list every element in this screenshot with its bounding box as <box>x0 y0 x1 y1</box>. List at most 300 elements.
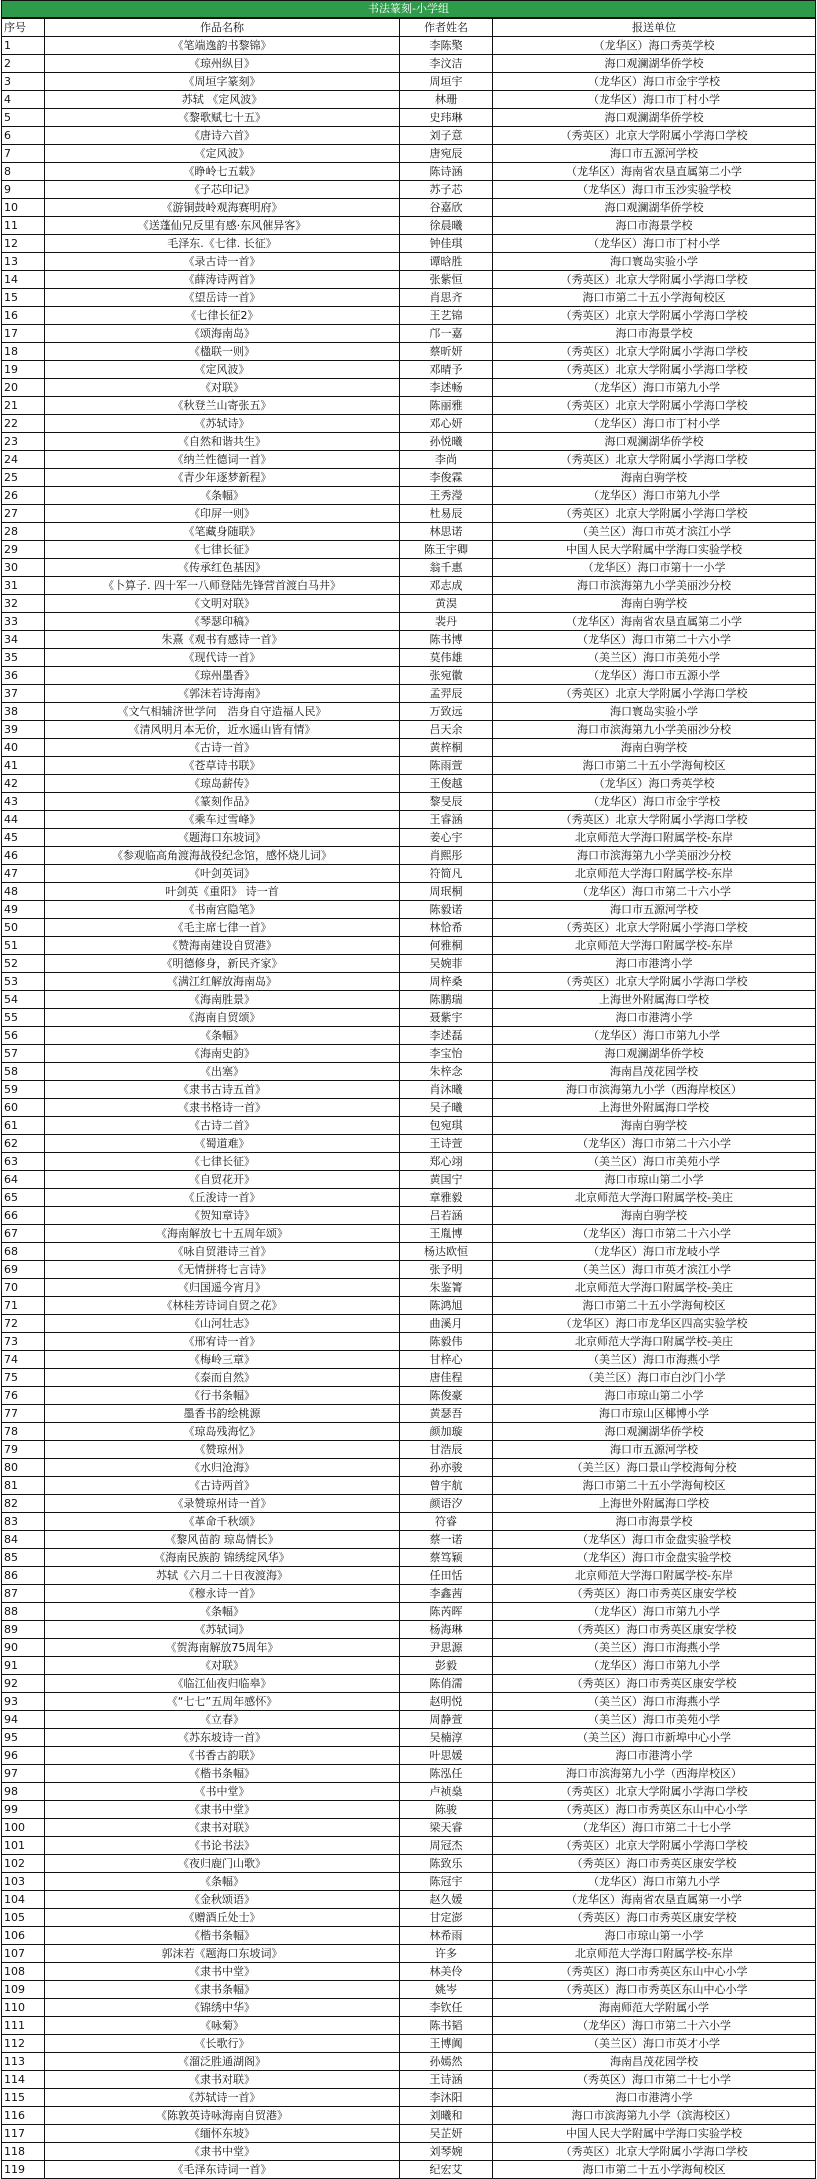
cell-author: 邓心妍 <box>400 415 493 433</box>
cell-no: 113 <box>2 2053 45 2071</box>
cell-no: 103 <box>2 1873 45 1891</box>
cell-school: 中国人民大学附属中学海口实验学校 <box>493 541 816 559</box>
table-row <box>2 2125 816 2143</box>
cell-work: 《书香古韵联》 <box>45 1747 400 1765</box>
table-row <box>2 1099 816 1117</box>
cell-school: （龙华区）海口市第二十六小学 <box>493 631 816 649</box>
cell-work: 《锦绣中华》 <box>45 1999 400 2017</box>
cell-work: 《楹联一则》 <box>45 343 400 361</box>
cell-school: （龙华区）海口秀英学校 <box>493 37 816 55</box>
cell-author: 周静萱 <box>400 1711 493 1729</box>
cell-no: 39 <box>2 721 45 739</box>
cell-school: 海口市滨海第九小学（滨海校区） <box>493 2107 816 2125</box>
table-row <box>2 1945 816 1963</box>
cell-school: 海口市琼山第二小学 <box>493 1171 816 1189</box>
table-row <box>2 469 816 487</box>
table-row <box>2 1837 816 1855</box>
cell-work: 《周垣字篆刻》 <box>45 73 400 91</box>
cell-no: 90 <box>2 1639 45 1657</box>
cell-no: 17 <box>2 325 45 343</box>
cell-school: 海南白驹学校 <box>493 595 816 613</box>
table-row <box>2 1297 816 1315</box>
cell-school: （龙华区）海口市第九小学 <box>493 487 816 505</box>
cell-author: 苏子芯 <box>400 181 493 199</box>
table-row <box>2 721 816 739</box>
results-table <box>1 18 816 2179</box>
cell-work: 《唐诗六首》 <box>45 127 400 145</box>
cell-work: 《咏菊》 <box>45 2017 400 2035</box>
table-row <box>2 343 816 361</box>
cell-author: 李宝怡 <box>400 1045 493 1063</box>
table-row <box>2 37 816 55</box>
cell-school: （秀英区）北京大学附属小学海口学校 <box>493 307 816 325</box>
cell-no: 53 <box>2 973 45 991</box>
cell-work: 《题海口东坡词》 <box>45 829 400 847</box>
cell-work: 《毛主席七律一首》 <box>45 919 400 937</box>
cell-school: （龙华区）海口市第二十六小学 <box>493 1225 816 1243</box>
cell-work: 《穆永诗一首》 <box>45 1585 400 1603</box>
cell-no: 2 <box>2 55 45 73</box>
cell-no: 35 <box>2 649 45 667</box>
cell-author: 吴子曦 <box>400 1099 493 1117</box>
cell-no: 45 <box>2 829 45 847</box>
table-row <box>2 1405 816 1423</box>
cell-work: 《颂海南岛》 <box>45 325 400 343</box>
cell-author: 王艺锦 <box>400 307 493 325</box>
cell-school: 海口市第二十五小学海甸校区 <box>493 757 816 775</box>
cell-author: 杨达欧恒 <box>400 1243 493 1261</box>
cell-author: 陈雨萱 <box>400 757 493 775</box>
table-row <box>2 1513 816 1531</box>
cell-school: 海南白驹学校 <box>493 469 816 487</box>
cell-no: 102 <box>2 1855 45 1873</box>
cell-work: 《长歌行》 <box>45 2035 400 2053</box>
cell-no: 117 <box>2 2125 45 2143</box>
table-row <box>2 757 816 775</box>
cell-work: 《古诗一首》 <box>45 739 400 757</box>
cell-work: 《归国遥今宵月》 <box>45 1279 400 1297</box>
cell-school: （秀英区）海口市秀英区康安学校 <box>493 1909 816 1927</box>
cell-work: 《楷书条幅》 <box>45 1765 400 1783</box>
cell-work: 《秋登兰山寄张五》 <box>45 397 400 415</box>
cell-school: （美兰区）海口市英才滨江小学 <box>493 523 816 541</box>
cell-work: 《送蓬仙兄反里有感·东风催异客》 <box>45 217 400 235</box>
cell-school: 海口市五源河学校 <box>493 145 816 163</box>
cell-work: 《清风明月本无价，近水遥山皆有情》 <box>45 721 400 739</box>
cell-work: 《琼州墨香》 <box>45 667 400 685</box>
table-row <box>2 865 816 883</box>
cell-no: 6 <box>2 127 45 145</box>
cell-school: （美兰区）海口市海燕小学 <box>493 1693 816 1711</box>
cell-work: 《邢宥诗一首》 <box>45 1333 400 1351</box>
cell-no: 18 <box>2 343 45 361</box>
table-row <box>2 1855 816 1873</box>
table-row <box>2 1459 816 1477</box>
cell-author: 王秀瀅 <box>400 487 493 505</box>
cell-school: （秀英区）海口市秀英区康安学校 <box>493 1621 816 1639</box>
table-row <box>2 1027 816 1045</box>
cell-no: 95 <box>2 1729 45 1747</box>
cell-school: （龙华区）海口市五源小学 <box>493 667 816 685</box>
cell-no: 9 <box>2 181 45 199</box>
cell-work: 《苏轼词》 <box>45 1621 400 1639</box>
table-row <box>2 1477 816 1495</box>
cell-work: 《缅怀东坡》 <box>45 2125 400 2143</box>
cell-work: 《琼岛薪传》 <box>45 775 400 793</box>
table-row <box>2 361 816 379</box>
cell-author: 王博阗 <box>400 2035 493 2053</box>
table-row <box>2 811 816 829</box>
table-row <box>2 181 816 199</box>
cell-no: 93 <box>2 1693 45 1711</box>
cell-no: 86 <box>2 1567 45 1585</box>
header-work: 作品名称 <box>45 19 400 37</box>
cell-work: 《游铜鼓岭观海赛明府》 <box>45 199 400 217</box>
cell-work: 《薛涛诗两首》 <box>45 271 400 289</box>
cell-author: 包宛琪 <box>400 1117 493 1135</box>
cell-author: 陈俊豪 <box>400 1387 493 1405</box>
header-row <box>2 19 816 37</box>
cell-author: 陈书韬 <box>400 2017 493 2035</box>
cell-school: 北京师范大学海口附属学校-东岸 <box>493 1567 816 1585</box>
cell-work: 《海南自贸颂》 <box>45 1009 400 1027</box>
table-row <box>2 901 816 919</box>
table-row <box>2 1261 816 1279</box>
cell-work: 苏轼《六月二十日夜渡海》 <box>45 1567 400 1585</box>
table-row <box>2 1639 816 1657</box>
cell-author: 章雅毅 <box>400 1189 493 1207</box>
table-row <box>2 379 816 397</box>
cell-school: （秀英区）北京大学附属小学海口学校 <box>493 343 816 361</box>
cell-school: 海口市港湾小学 <box>493 955 816 973</box>
cell-no: 115 <box>2 2089 45 2107</box>
cell-author: 李鑫茜 <box>400 1585 493 1603</box>
cell-school: 海南白驹学校 <box>493 739 816 757</box>
cell-author: 刘琴婉 <box>400 2143 493 2161</box>
cell-no: 99 <box>2 1801 45 1819</box>
table-row <box>2 595 816 613</box>
cell-work: 《定风波》 <box>45 361 400 379</box>
cell-work: 《“七七”五周年感怀》 <box>45 1693 400 1711</box>
table-row <box>2 523 816 541</box>
cell-work: 《山河壮志》 <box>45 1315 400 1333</box>
table-row <box>2 253 816 271</box>
cell-author: 周梓桑 <box>400 973 493 991</box>
table-row <box>2 1135 816 1153</box>
cell-school: （美兰区）海口市英才滨江小学 <box>493 1261 816 1279</box>
cell-no: 94 <box>2 1711 45 1729</box>
cell-author: 颜加璇 <box>400 1423 493 1441</box>
cell-work: 《录赞琼州诗一首》 <box>45 1495 400 1513</box>
cell-no: 47 <box>2 865 45 883</box>
cell-no: 63 <box>2 1153 45 1171</box>
cell-school: （龙华区）海口市第九小学 <box>493 1027 816 1045</box>
cell-work: 《条幅》 <box>45 1873 400 1891</box>
cell-school: （龙华区）海口市龙华区四高实验学校 <box>493 1315 816 1333</box>
cell-school: （龙华区）海口市金盘实验学校 <box>493 1549 816 1567</box>
cell-author: 孙嫣然 <box>400 2053 493 2071</box>
cell-author: 赵久媛 <box>400 1891 493 1909</box>
cell-author: 林珊 <box>400 91 493 109</box>
cell-no: 38 <box>2 703 45 721</box>
cell-author: 王胤博 <box>400 1225 493 1243</box>
table-row <box>2 1711 816 1729</box>
cell-no: 46 <box>2 847 45 865</box>
cell-author: 叶思媛 <box>400 1747 493 1765</box>
table-row <box>2 973 816 991</box>
cell-work: 《录古诗一首》 <box>45 253 400 271</box>
cell-work: 《隶书对联》 <box>45 2071 400 2089</box>
cell-school: 海口观澜湖华侨学校 <box>493 433 816 451</box>
cell-work: 《琼州纵目》 <box>45 55 400 73</box>
cell-school: （秀英区）海口市秀英区东山中心小学 <box>493 1963 816 1981</box>
cell-no: 13 <box>2 253 45 271</box>
table-row <box>2 505 816 523</box>
cell-work: 《琼岛残海忆》 <box>45 1423 400 1441</box>
cell-author: 张宛徽 <box>400 667 493 685</box>
cell-author: 肖思齐 <box>400 289 493 307</box>
cell-no: 70 <box>2 1279 45 1297</box>
cell-author: 李尚 <box>400 451 493 469</box>
cell-work: 《苏东坡诗一首》 <box>45 1729 400 1747</box>
cell-work: 《传承红色基因》 <box>45 559 400 577</box>
cell-school: （龙华区）海口市玉沙实验学校 <box>493 181 816 199</box>
cell-no: 42 <box>2 775 45 793</box>
header-school: 报送单位 <box>493 19 816 37</box>
cell-author: 莫伟雄 <box>400 649 493 667</box>
cell-author: 姜心宇 <box>400 829 493 847</box>
table-row <box>2 325 816 343</box>
cell-school: （秀英区）北京大学附属小学海口学校 <box>493 397 816 415</box>
cell-school: （秀英区）北京大学附属小学海口学校 <box>493 919 816 937</box>
cell-school: （秀英区）海口市秀英区东山中心小学 <box>493 1801 816 1819</box>
cell-school: （秀英区）北京大学附属小学海口学校 <box>493 973 816 991</box>
cell-school: 海口市琼山第一小学 <box>493 1927 816 1945</box>
cell-no: 57 <box>2 1045 45 1063</box>
table-row <box>2 91 816 109</box>
cell-school: （美兰区）海口市白沙门小学 <box>493 1369 816 1387</box>
cell-school: （美兰区）海口市美苑小学 <box>493 1711 816 1729</box>
cell-no: 104 <box>2 1891 45 1909</box>
cell-school: （龙华区）海口市第九小学 <box>493 1603 816 1621</box>
cell-school: （秀英区）北京大学附属小学海口学校 <box>493 685 816 703</box>
table-row <box>2 1999 816 2017</box>
cell-school: 北京师范大学海口附属学校-东岸 <box>493 865 816 883</box>
header-no: 序号 <box>2 19 45 37</box>
cell-no: 10 <box>2 199 45 217</box>
cell-no: 4 <box>2 91 45 109</box>
cell-work: 《书中堂》 <box>45 1783 400 1801</box>
cell-no: 81 <box>2 1477 45 1495</box>
cell-no: 8 <box>2 163 45 181</box>
cell-school: （秀英区）北京大学附属小学海口学校 <box>493 811 816 829</box>
cell-author: 甘梓心 <box>400 1351 493 1369</box>
cell-no: 59 <box>2 1081 45 1099</box>
cell-work: 《水归沧海》 <box>45 1459 400 1477</box>
cell-no: 71 <box>2 1297 45 1315</box>
cell-author: 周冠杰 <box>400 1837 493 1855</box>
cell-no: 54 <box>2 991 45 1009</box>
table-row <box>2 199 816 217</box>
cell-work: 《革命千秋颂》 <box>45 1513 400 1531</box>
cell-work: 《贺知章诗》 <box>45 1207 400 1225</box>
cell-work: 《望岳诗一首》 <box>45 289 400 307</box>
table-row <box>2 1423 816 1441</box>
cell-work: 《陈敦英诗咏海南自贸港》 <box>45 2107 400 2125</box>
cell-no: 119 <box>2 2161 45 2179</box>
cell-work: 《自然和谐共生》 <box>45 433 400 451</box>
cell-work: 《篆刻作品》 <box>45 793 400 811</box>
cell-no: 91 <box>2 1657 45 1675</box>
table-row <box>2 127 816 145</box>
cell-school: （龙华区）海口市第二十六小学 <box>493 1135 816 1153</box>
cell-work: 《卜算子. 四十军一八师登陆先锋营首渡白马井》 <box>45 577 400 595</box>
cell-school: 海南昌茂花园学校 <box>493 2053 816 2071</box>
table-row <box>2 1171 816 1189</box>
cell-author: 陈芮晖 <box>400 1603 493 1621</box>
cell-author: 李述畅 <box>400 379 493 397</box>
cell-author: 邓晴予 <box>400 361 493 379</box>
cell-school: 北京师范大学海口附属学校-东岸 <box>493 937 816 955</box>
cell-work: 《古诗两首》 <box>45 1477 400 1495</box>
cell-no: 37 <box>2 685 45 703</box>
cell-school: 海口市港湾小学 <box>493 2089 816 2107</box>
cell-author: 郑心翊 <box>400 1153 493 1171</box>
cell-no: 84 <box>2 1531 45 1549</box>
cell-work: 《笔端逸韵书黎锦》 <box>45 37 400 55</box>
cell-work: 《对联》 <box>45 379 400 397</box>
cell-no: 5 <box>2 109 45 127</box>
cell-no: 34 <box>2 631 45 649</box>
table-row <box>2 1549 816 1567</box>
cell-school: （秀英区）北京大学附属小学海口学校 <box>493 271 816 289</box>
cell-school: 北京师范大学海口附属学校-东岸 <box>493 1945 816 1963</box>
cell-author: 黄瑟吾 <box>400 1405 493 1423</box>
cell-school: （美兰区）海口市新埠中心小学 <box>493 1729 816 1747</box>
table-row <box>2 451 816 469</box>
table-row <box>2 685 816 703</box>
cell-school: （美兰区）海口市海燕小学 <box>493 1639 816 1657</box>
cell-school: 海南白驹学校 <box>493 1117 816 1135</box>
cell-school: 海口市琼山区椰博小学 <box>493 1405 816 1423</box>
cell-no: 50 <box>2 919 45 937</box>
cell-author: 孙亦骏 <box>400 1459 493 1477</box>
cell-no: 48 <box>2 883 45 901</box>
cell-no: 16 <box>2 307 45 325</box>
table-row <box>2 73 816 91</box>
cell-author: 姚岑 <box>400 1981 493 1999</box>
cell-no: 112 <box>2 2035 45 2053</box>
cell-author: 甘浩辰 <box>400 1441 493 1459</box>
cell-author: 何雅桐 <box>400 937 493 955</box>
cell-school: （龙华区）海口秀英学校 <box>493 775 816 793</box>
cell-author: 陈诗涵 <box>400 163 493 181</box>
table-row <box>2 1693 816 1711</box>
table-row <box>2 829 816 847</box>
table-row <box>2 1333 816 1351</box>
cell-author: 陈冠宇 <box>400 1873 493 1891</box>
cell-author: 蔡一诺 <box>400 1531 493 1549</box>
cell-work: 《郭沫若诗海南》 <box>45 685 400 703</box>
cell-author: 彭毅 <box>400 1657 493 1675</box>
cell-author: 符睿 <box>400 1513 493 1531</box>
cell-no: 100 <box>2 1819 45 1837</box>
table-row <box>2 2017 816 2035</box>
cell-work: 《苏轼诗一首》 <box>45 2089 400 2107</box>
cell-author: 钟佳琪 <box>400 235 493 253</box>
cell-no: 11 <box>2 217 45 235</box>
table-row <box>2 1891 816 1909</box>
cell-author: 唐佳程 <box>400 1369 493 1387</box>
cell-no: 60 <box>2 1099 45 1117</box>
cell-no: 41 <box>2 757 45 775</box>
cell-author: 陈骏 <box>400 1801 493 1819</box>
table-row <box>2 1063 816 1081</box>
cell-author: 邝一嘉 <box>400 325 493 343</box>
cell-school: 海口市滨海第九小学美丽沙分校 <box>493 847 816 865</box>
cell-no: 19 <box>2 361 45 379</box>
cell-work: 《隶书中堂》 <box>45 2143 400 2161</box>
table-row <box>2 1243 816 1261</box>
cell-no: 92 <box>2 1675 45 1693</box>
cell-author: 黎旻辰 <box>400 793 493 811</box>
cell-work: 《临江仙夜归临皋》 <box>45 1675 400 1693</box>
cell-author: 张予明 <box>400 1261 493 1279</box>
cell-work: 《子芯印记》 <box>45 181 400 199</box>
table-row <box>2 847 816 865</box>
cell-author: 张紫恒 <box>400 271 493 289</box>
cell-author: 颜语汐 <box>400 1495 493 1513</box>
cell-school: （秀英区）北京大学附属小学海口学校 <box>493 1837 816 1855</box>
cell-school: 海口市五源河学校 <box>493 901 816 919</box>
cell-school: 海口观澜湖华侨学校 <box>493 1045 816 1063</box>
cell-no: 110 <box>2 1999 45 2017</box>
cell-work: 《七律长征》 <box>45 541 400 559</box>
cell-no: 96 <box>2 1747 45 1765</box>
cell-school: 北京师范大学海口附属学校-美庄 <box>493 1189 816 1207</box>
table-row <box>2 955 816 973</box>
cell-school: 海口市港湾小学 <box>493 1009 816 1027</box>
cell-work: 《琴瑟印稿》 <box>45 613 400 631</box>
cell-work: 《夜归鹿门山歌》 <box>45 1855 400 1873</box>
cell-no: 106 <box>2 1927 45 1945</box>
cell-no: 32 <box>2 595 45 613</box>
cell-work: 毛泽东.《七律. 长征》 <box>45 235 400 253</box>
cell-work: 《七律长征》 <box>45 1153 400 1171</box>
cell-no: 74 <box>2 1351 45 1369</box>
cell-school: （龙华区）海南省农垦直属第二小学 <box>493 163 816 181</box>
cell-school: 海口寰岛实验小学 <box>493 703 816 721</box>
cell-no: 56 <box>2 1027 45 1045</box>
cell-school: （龙华区）海口市第九小学 <box>493 379 816 397</box>
cell-work: 《赠酒丘处士》 <box>45 1909 400 1927</box>
header-author: 作者姓名 <box>400 19 493 37</box>
cell-author: 陈致乐 <box>400 1855 493 1873</box>
cell-work: 《文气相辅济世学问 浩身自守造福人民》 <box>45 703 400 721</box>
cell-author: 陈毅诺 <box>400 901 493 919</box>
cell-author: 陈书博 <box>400 631 493 649</box>
cell-school: 北京师范大学海口附属学校-美庄 <box>493 1333 816 1351</box>
cell-no: 108 <box>2 1963 45 1981</box>
cell-author: 尹思源 <box>400 1639 493 1657</box>
cell-author: 邓志成 <box>400 577 493 595</box>
cell-author: 陈王宇卿 <box>400 541 493 559</box>
cell-author: 谭晗胜 <box>400 253 493 271</box>
table-row <box>2 2053 816 2071</box>
cell-work: 《金秋颂语》 <box>45 1891 400 1909</box>
cell-work: 《自贸花开》 <box>45 1171 400 1189</box>
table-row <box>2 415 816 433</box>
